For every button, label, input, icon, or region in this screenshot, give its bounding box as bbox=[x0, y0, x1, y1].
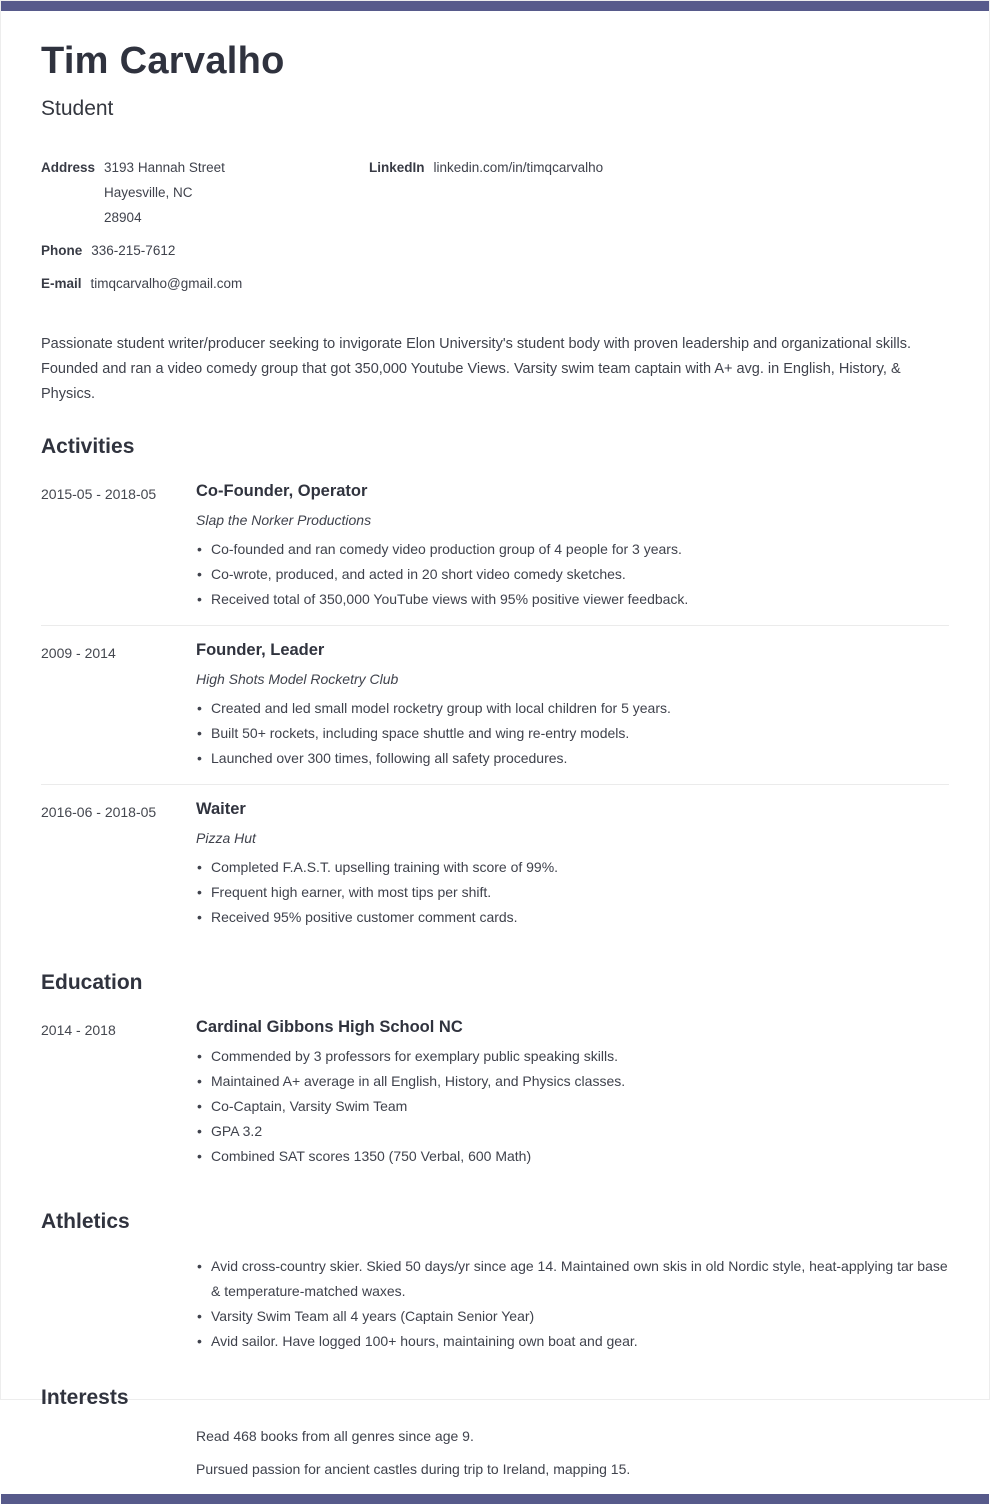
top-accent-bar bbox=[1, 1, 989, 11]
address-line-2: Hayesville, NC bbox=[104, 184, 193, 200]
bullet-item: • Received 95% positive customer comment cards. bbox=[196, 905, 949, 930]
candidate-title: Student bbox=[41, 96, 114, 120]
bullet-item: • Co-Captain, Varsity Swim Team bbox=[196, 1094, 949, 1119]
bullet-item: • Varsity Swim Team all 4 years (Captain Senior Year) bbox=[196, 1304, 949, 1329]
entry-bullets bbox=[196, 696, 949, 771]
athletics-body bbox=[196, 1242, 949, 1358]
bullet-item: • Combined SAT scores 1350 (750 Verbal, 600 Math) bbox=[196, 1144, 949, 1169]
interests-heading: Interests bbox=[41, 1385, 129, 1409]
entry-title: Waiter bbox=[196, 799, 246, 818]
entry-bullets bbox=[196, 855, 949, 930]
bullet-item: • Co-wrote, produced, and acted in 20 short video comedy sketches. bbox=[196, 562, 949, 587]
entry-organization: Slap the Norker Productions bbox=[196, 511, 372, 528]
section-activities bbox=[41, 435, 949, 943]
section-interests bbox=[41, 1386, 949, 1494]
linkedin-label: LinkedIn bbox=[369, 159, 425, 175]
bullet-item: • Maintained A+ average in all English, History, and Physics classes. bbox=[196, 1069, 949, 1094]
address-label: Address bbox=[41, 159, 96, 175]
bullet-item: • Avid sailor. Have logged 100+ hours, maintaining own boat and gear. bbox=[196, 1329, 949, 1354]
entry-body bbox=[196, 480, 949, 612]
education-heading: Education bbox=[41, 970, 143, 994]
interest-paragraph: Pursued passion for ancient castles during trip to Ireland, mapping 15. bbox=[196, 1460, 631, 1477]
bullet-item: • Received total of 350,000 YouTube views with 95% positive viewer feedback. bbox=[196, 587, 949, 612]
linkedin-group bbox=[369, 155, 949, 230]
professional-summary: Passionate student writer/producer seeking to invigorate Elon University's student body with proven leadership and organizational skills. Founded and ran a video comedy group that got 350,000 Youtube Views. Varsity swim team captain with A+ avg. in English, History, & Physics. bbox=[41, 335, 912, 402]
entry-organization: High Shots Model Rocketry Club bbox=[196, 670, 399, 687]
interests-body bbox=[196, 1418, 949, 1494]
bottom-bar-wrap bbox=[1, 1494, 989, 1504]
athletics-heading: Athletics bbox=[41, 1209, 130, 1233]
entry-bullets bbox=[196, 537, 949, 612]
entry-dates: 2014 - 2018 bbox=[41, 1021, 116, 1038]
bullet-item: • Avid cross-country skier. Skied 50 days/yr since age 14. Maintained own skis in old Nordic style, heat-applying tar base & temperature-matched waxes. bbox=[196, 1254, 949, 1304]
entry-body bbox=[196, 798, 949, 930]
email-value: timqcarvalho@gmail.com bbox=[90, 275, 243, 291]
linkedin-value: linkedin.com/in/timqcarvalho bbox=[433, 159, 604, 175]
athletics-bullets bbox=[196, 1254, 949, 1354]
entry-body bbox=[196, 639, 949, 771]
contact-row-phone bbox=[41, 238, 949, 263]
address-line-3: 28904 bbox=[104, 209, 142, 225]
entry-dates: 2015-05 - 2018-05 bbox=[41, 485, 157, 502]
entry-dates: 2016-06 - 2018-05 bbox=[41, 803, 157, 820]
bullet-item: • Launched over 300 times, following all safety procedures. bbox=[196, 746, 949, 771]
entry-bullets bbox=[196, 1044, 949, 1169]
contact-row-address-linkedin bbox=[41, 155, 949, 230]
section-athletics bbox=[41, 1210, 949, 1358]
contact-section bbox=[41, 155, 949, 296]
email-label: E-mail bbox=[41, 275, 82, 291]
entry-title: Co-Founder, Operator bbox=[196, 481, 368, 500]
address-line-1: 3193 Hannah Street bbox=[104, 159, 225, 175]
entry-organization: Pizza Hut bbox=[196, 829, 256, 846]
email-group bbox=[41, 271, 369, 296]
activity-entry bbox=[41, 625, 949, 784]
phone-label: Phone bbox=[41, 242, 83, 258]
section-education bbox=[41, 971, 949, 1182]
resume-content bbox=[1, 11, 989, 1494]
address-group bbox=[41, 155, 369, 230]
activity-entry bbox=[41, 784, 949, 943]
resume-header bbox=[41, 41, 949, 121]
interest-paragraph: Read 468 books from all genres since age 9. bbox=[196, 1427, 474, 1444]
bullet-item: • Commended by 3 professors for exemplary public speaking skills. bbox=[196, 1044, 949, 1069]
bullet-item: • Co-founded and ran comedy video production group of 4 people for 3 years. bbox=[196, 537, 949, 562]
activities-heading: Activities bbox=[41, 434, 135, 458]
entry-title: Founder, Leader bbox=[196, 640, 325, 659]
phone-value: 336-215-7612 bbox=[91, 242, 176, 258]
education-entry bbox=[41, 1003, 949, 1182]
bullet-item: • GPA 3.2 bbox=[196, 1119, 949, 1144]
phone-group bbox=[41, 238, 369, 263]
address-value bbox=[104, 155, 225, 230]
entry-dates: 2009 - 2014 bbox=[41, 644, 116, 661]
bullet-item: • Frequent high earner, with most tips per shift. bbox=[196, 880, 949, 905]
bullet-item: • Built 50+ rockets, including space shuttle and wing re-entry models. bbox=[196, 721, 949, 746]
candidate-name: Tim Carvalho bbox=[41, 40, 285, 82]
activity-entry bbox=[41, 467, 949, 625]
bullet-item: • Created and led small model rocketry group with local children for 5 years. bbox=[196, 696, 949, 721]
entry-title: Cardinal Gibbons High School NC bbox=[196, 1017, 463, 1036]
bottom-accent-bar bbox=[1, 1494, 989, 1504]
contact-row-email bbox=[41, 271, 949, 296]
bullet-item: • Completed F.A.S.T. upselling training with score of 99%. bbox=[196, 855, 949, 880]
entry-body bbox=[196, 1016, 949, 1169]
